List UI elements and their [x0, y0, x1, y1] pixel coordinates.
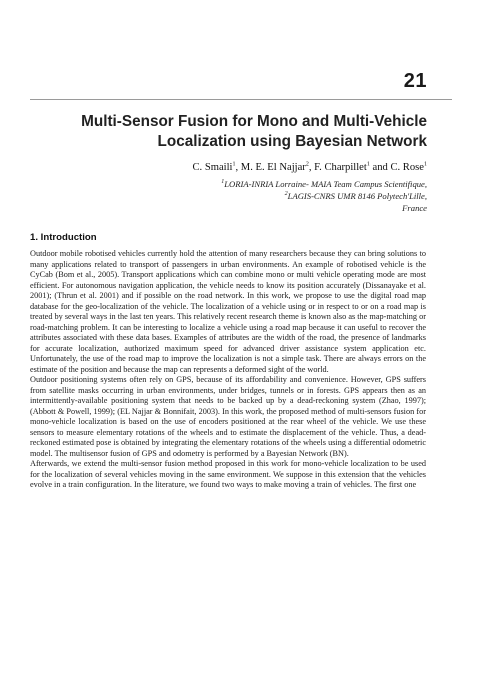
chapter-title-line-1: Multi-Sensor Fusion for Mono and Multi-Vehicle [81, 113, 427, 130]
author-affil-mark: 1 [424, 161, 427, 168]
author-affil-mark: 2 [305, 161, 309, 168]
author-list: C. Smaili$^1$, M. E. El Najjar$^2$, F. Charpillet$^1$ and C. Rose$^1$ [192, 161, 427, 173]
body-text [30, 249, 426, 491]
paragraph: Outdoor positioning systems often rely on GPS, because of its affordability and convenience. However, GPS suffers from satellite masks occurring in urban environments, under bridges, tunnels or in forests. GPS appears then as an intermittently-available positioning system that needs to be backed up by a dead-reckoning system (Zhao, 1997); (Abbott & Powell, 1999); (EL Najjar & Bonnifait, 2003). In this work, the proposed method of multi-sensors fusion for mono-vehicle localization is based on the use of encoders positioned at the rear wheel of the vehicle. We use these sensors to measure elementary rotations of the wheels and to estimate the displacement of the vehicle. Thus, a dead-reckoned estimated pose is obtained by integrating the elementary rotations of the wheels using a differential odometric model. The multisensor fusion of GPS and odometry is performed by a Bayesian Network (BN). [30, 375, 426, 458]
chapter-title [30, 112, 427, 152]
chapter-number: 21 [403, 70, 427, 92]
section-heading: 1. Introduction [30, 232, 97, 243]
author-affil-mark: 1 [232, 161, 236, 168]
chapter-title-line-2: Localization using Bayesian Network [157, 133, 427, 150]
paragraph: Afterwards, we extend the multi-sensor fusion method proposed in this work for mono-vehicle localization to be used for the localization of several vehicles moving in the same environment. We suppose in this extension that the vehicles evolve in a train configuration. In the literature, we found two ways to make moving a train of vehicles. The first one [30, 459, 426, 489]
affiliation-mark: 2 [284, 191, 288, 198]
author-name: F. Charpillet [314, 162, 367, 173]
affiliation-line: $^1$LORIA-INRIA Lorraine- MAIA Team Campus Scientifique, [221, 179, 427, 189]
author-name: C. Rose [390, 162, 424, 173]
affiliation-mark: 1 [221, 179, 225, 186]
header-rule [30, 99, 452, 100]
author-name: M. E. El Najjar [240, 162, 306, 173]
paragraph: Outdoor mobile robotised vehicles currently hold the attention of many researchers because they can bring solutions to many applications related to transport of passengers in urban environments. An example of robotised vehicle is the CyCab (Bom et al., 2005). Transport applications which can combine mono or multi vehicle operating mode are most efficient. For autonomous navigation application, the vehicle needs to know its position accurately (Dissanayake et al. 2001); (Thrun et al. 2001) and if possible on the road network. In this work, we propose to use the digital road map database for the geo-localization of the vehicle. The localization of a vehicle using or in respect to or on a road map is treated by several ways in the last ten years. This relatively recent research theme is known also as the map-matching or road-matching problem. It can be interesting to localize a vehicle using a road map because it can useful to recover the attributes associated with these data bases. Examples of attributes are the width of the road, the presence of landmarks for accurate localization, authorized maximum speed for advanced driver assistance system application etc. Unfortunately, the use of the road map to improve the localization is not a simple task. There are always errors on the estimate of the position and because the map can represents a deformed sight of the world. [30, 249, 426, 374]
author-affil-mark: 1 [366, 161, 370, 168]
author-name: C. Smaili [192, 162, 233, 173]
affiliations [127, 178, 427, 214]
affiliation-line: France [402, 203, 427, 213]
affiliation-line: $^2$LAGIS-CNRS UMR 8146 Polytech'Lille, [284, 191, 427, 201]
